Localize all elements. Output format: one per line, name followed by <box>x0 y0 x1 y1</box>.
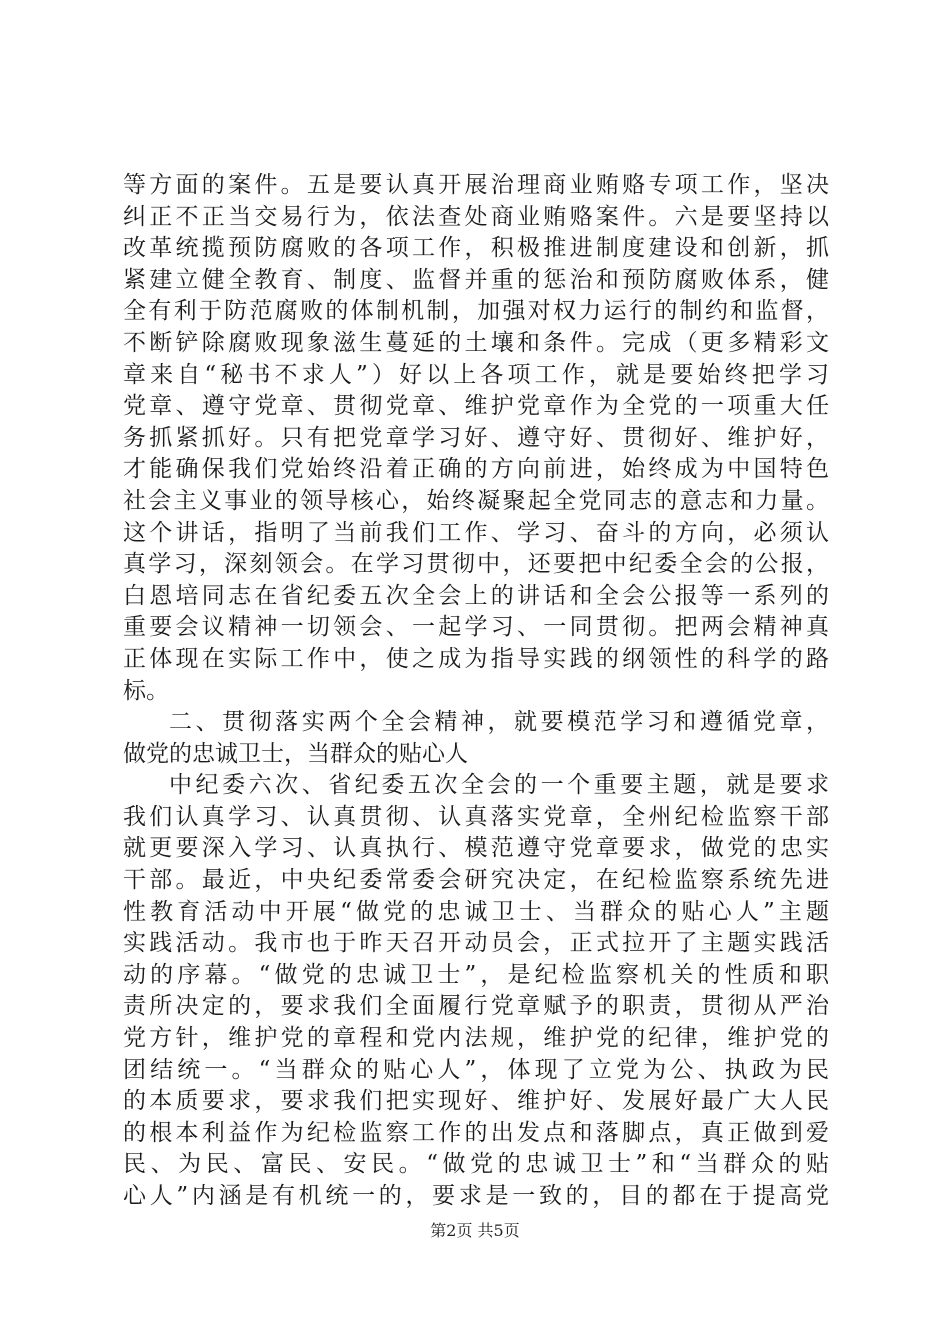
text-line: 等方面的案件。五是要认真开展治理商业贿赂专项工作，坚决 <box>123 172 829 198</box>
text-line: 才能确保我们党始终沿着正确的方向前进，始终成为中国特色 <box>123 456 829 483</box>
text-line: 党方针，维护党的章程和党内法规，维护党的纪律，维护党的 <box>123 1025 829 1052</box>
document-body <box>123 170 829 1213</box>
text-line: 不断铲除腐败现象滋生蔓延的土壤和条件。完成（更多精彩文 <box>123 329 829 356</box>
text-line: 责所决定的，要求我们全面履行党章赋予的职责，贯彻从严治 <box>123 993 829 1020</box>
text-line: 中纪委六次、省纪委五次全会的一个重要主题，就是要求 <box>169 772 829 799</box>
text-line: 标。 <box>123 677 169 704</box>
text-line: 民、为民、富民、安民。“做党的忠诚卫士”和“当群众的贴 <box>123 1151 829 1178</box>
text-line: 社会主义事业的领导核心，始终凝聚起全党同志的意志和力量。 <box>123 487 829 514</box>
text-line: 心人”内涵是有机统一的，要求是一致的，目的都在于提高党 <box>123 1183 829 1209</box>
text-line: 干部。最近，中央纪委常委会研究决定，在纪检监察系统先进 <box>123 867 829 894</box>
text-line: 纠正不正当交易行为，依法查处商业贿赂案件。六是要坚持以 <box>123 203 829 230</box>
text-line: 全有利于防范腐败的体制机制，加强对权力运行的制约和监督， <box>123 298 829 325</box>
text-line: 务抓紧抓好。只有把党章学习好、遵守好、贯彻好、维护好， <box>123 424 829 451</box>
text-line: 章来自“秘书不求人”）好以上各项工作，就是要始终把学习 <box>123 361 829 388</box>
text-line: 的根本利益作为纪检监察工作的出发点和落脚点，真正做到爱 <box>123 1119 829 1146</box>
text-line: 我们认真学习、认真贯彻、认真落实党章，全州纪检监察干部 <box>123 803 829 830</box>
text-line: 性教育活动中开展“做党的忠诚卫士、当群众的贴心人”主题 <box>123 898 829 925</box>
text-line: 改革统揽预防腐败的各项工作，积极推进制度建设和创新，抓 <box>123 235 829 262</box>
text-line: 实践活动。我市也于昨天召开动员会，正式拉开了主题实践活 <box>123 930 829 957</box>
text-line: 动的序幕。“做党的忠诚卫士”，是纪检监察机关的性质和职 <box>123 961 829 988</box>
text-line: 的本质要求，要求我们把实现好、维护好、发展好最广大人民 <box>123 1088 829 1115</box>
text-line: 团结统一。“当群众的贴心人”，体现了立党为公、执政为民 <box>123 1056 829 1083</box>
text-line: 真学习，深刻领会。在学习贯彻中，还要把中纪委全会的公报， <box>123 551 829 578</box>
text-line: 白恩培同志在省纪委五次全会上的讲话和全会公报等一系列的 <box>123 582 829 609</box>
text-line: 就更要深入学习、认真执行、模范遵守党章要求，做党的忠实 <box>123 835 829 862</box>
text-line: 正体现在实际工作中，使之成为指导实践的纲领性的科学的路 <box>123 645 829 672</box>
text-line: 二、贯彻落实两个全会精神，就要模范学习和遵循党章， <box>169 709 829 736</box>
page-footer: 第2页 共5页 <box>430 1221 520 1240</box>
text-line: 这个讲话，指明了当前我们工作、学习、奋斗的方向，必须认 <box>123 519 829 546</box>
text-line: 党章、遵守党章、贯彻党章、维护党章作为全党的一项重大任 <box>123 393 829 420</box>
text-line: 做党的忠诚卫士，当群众的贴心人 <box>123 740 468 767</box>
text-line: 重要会议精神一切领会、一起学习、一同贯彻。把两会精神真 <box>123 614 829 641</box>
text-line: 紧建立健全教育、制度、监督并重的惩治和预防腐败体系，健 <box>123 266 829 293</box>
